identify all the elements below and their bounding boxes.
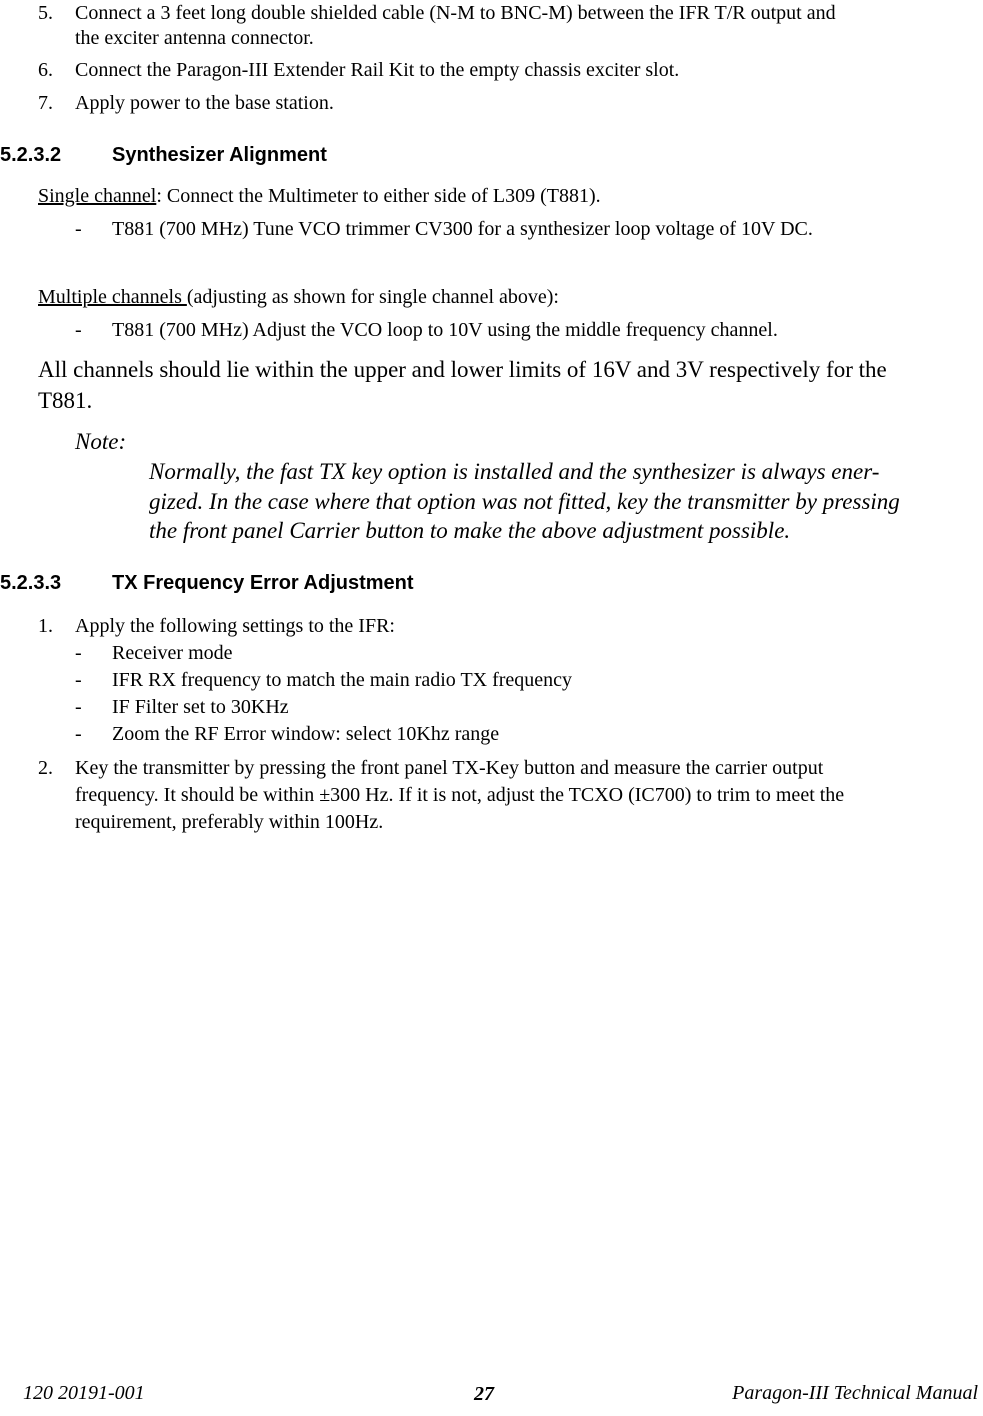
multiple-channels-text: (adjusting as shown for single channel above): bbox=[186, 286, 559, 308]
section-number: 5.2.3.2 bbox=[0, 144, 62, 166]
limits-text-line: All channels should lie within the upper and lower limits of 16V and 3V respectively for the bbox=[38, 357, 887, 382]
step-number: 6. bbox=[38, 59, 53, 81]
step-text-line: frequency. It should be within ±300 Hz. If it is not, adjust the TCXO (IC700) to trim to meet the bbox=[75, 784, 845, 806]
section-number: 5.2.3.3 bbox=[0, 572, 62, 594]
note-text-line: gized. In the case where that option was not fitted, key the transmitter by pressing bbox=[149, 489, 900, 514]
step-number: 5. bbox=[38, 2, 53, 24]
step-number: 2. bbox=[38, 757, 53, 779]
footer-manual-title: Paragon-III Technical Manual bbox=[732, 1382, 978, 1404]
bullet-dash: - bbox=[75, 723, 82, 745]
step-text-line: requirement, preferably within 100Hz. bbox=[75, 811, 384, 833]
step-number: 7. bbox=[38, 92, 53, 114]
step-text-line: Connect a 3 feet long double shielded cable (N-M to BNC-M) between the IFR T/R output and bbox=[75, 2, 836, 24]
settings-bullet: IFR RX frequency to match the main radio TX frequency bbox=[112, 669, 573, 691]
step-text-line: Apply the following settings to the IFR: bbox=[75, 615, 395, 637]
note-text-line: Normally, the fast TX key option is installed and the synthesizer is always ener- bbox=[149, 459, 880, 484]
footer-page-number: 27 bbox=[474, 1383, 494, 1405]
single-channel-bullet: T881 (700 MHz) Tune VCO trimmer CV300 for a synthesizer loop voltage of 10V DC. bbox=[112, 218, 813, 240]
note-label: Note: bbox=[75, 429, 127, 454]
section-title: Synthesizer Alignment bbox=[112, 144, 327, 166]
step-text-line: the exciter antenna connector. bbox=[75, 27, 314, 49]
bullet-dash: - bbox=[75, 696, 82, 718]
section-title: TX Frequency Error Adjustment bbox=[112, 572, 414, 594]
footer-doc-number: 120 20191-001 bbox=[23, 1382, 145, 1404]
settings-bullet: IF Filter set to 30KHz bbox=[112, 696, 289, 718]
step-text-line: Connect the Paragon-III Extender Rail Kit to the empty chassis exciter slot. bbox=[75, 59, 680, 81]
step-text-line: Key the transmitter by pressing the front panel TX-Key button and measure the carrier output bbox=[75, 757, 824, 779]
multiple-channels-bullet: T881 (700 MHz) Adjust the VCO loop to 10V using the middle frequency channel. bbox=[112, 319, 778, 341]
settings-bullet: Receiver mode bbox=[112, 642, 233, 664]
bullet-dash: - bbox=[75, 669, 82, 691]
multiple-channels-paragraph bbox=[38, 284, 559, 311]
note-text-line: the front panel Carrier button to make the above adjustment possible. bbox=[149, 518, 791, 543]
multiple-channels-label: Multiple channels bbox=[38, 286, 187, 308]
single-channel-text: : Connect the Multimeter to either side of L309 (T881). bbox=[156, 185, 601, 207]
settings-bullet: Zoom the RF Error window: select 10Khz range bbox=[112, 723, 500, 745]
bullet-dash: - bbox=[75, 319, 82, 341]
bullet-dash: - bbox=[75, 642, 82, 664]
single-channel-label: Single channel bbox=[38, 185, 157, 207]
bullet-dash: - bbox=[75, 218, 82, 240]
step-number: 1. bbox=[38, 615, 53, 637]
limits-text-line: T881. bbox=[38, 388, 93, 413]
single-channel-paragraph bbox=[38, 183, 601, 210]
step-text-line: Apply power to the base station. bbox=[75, 92, 334, 114]
